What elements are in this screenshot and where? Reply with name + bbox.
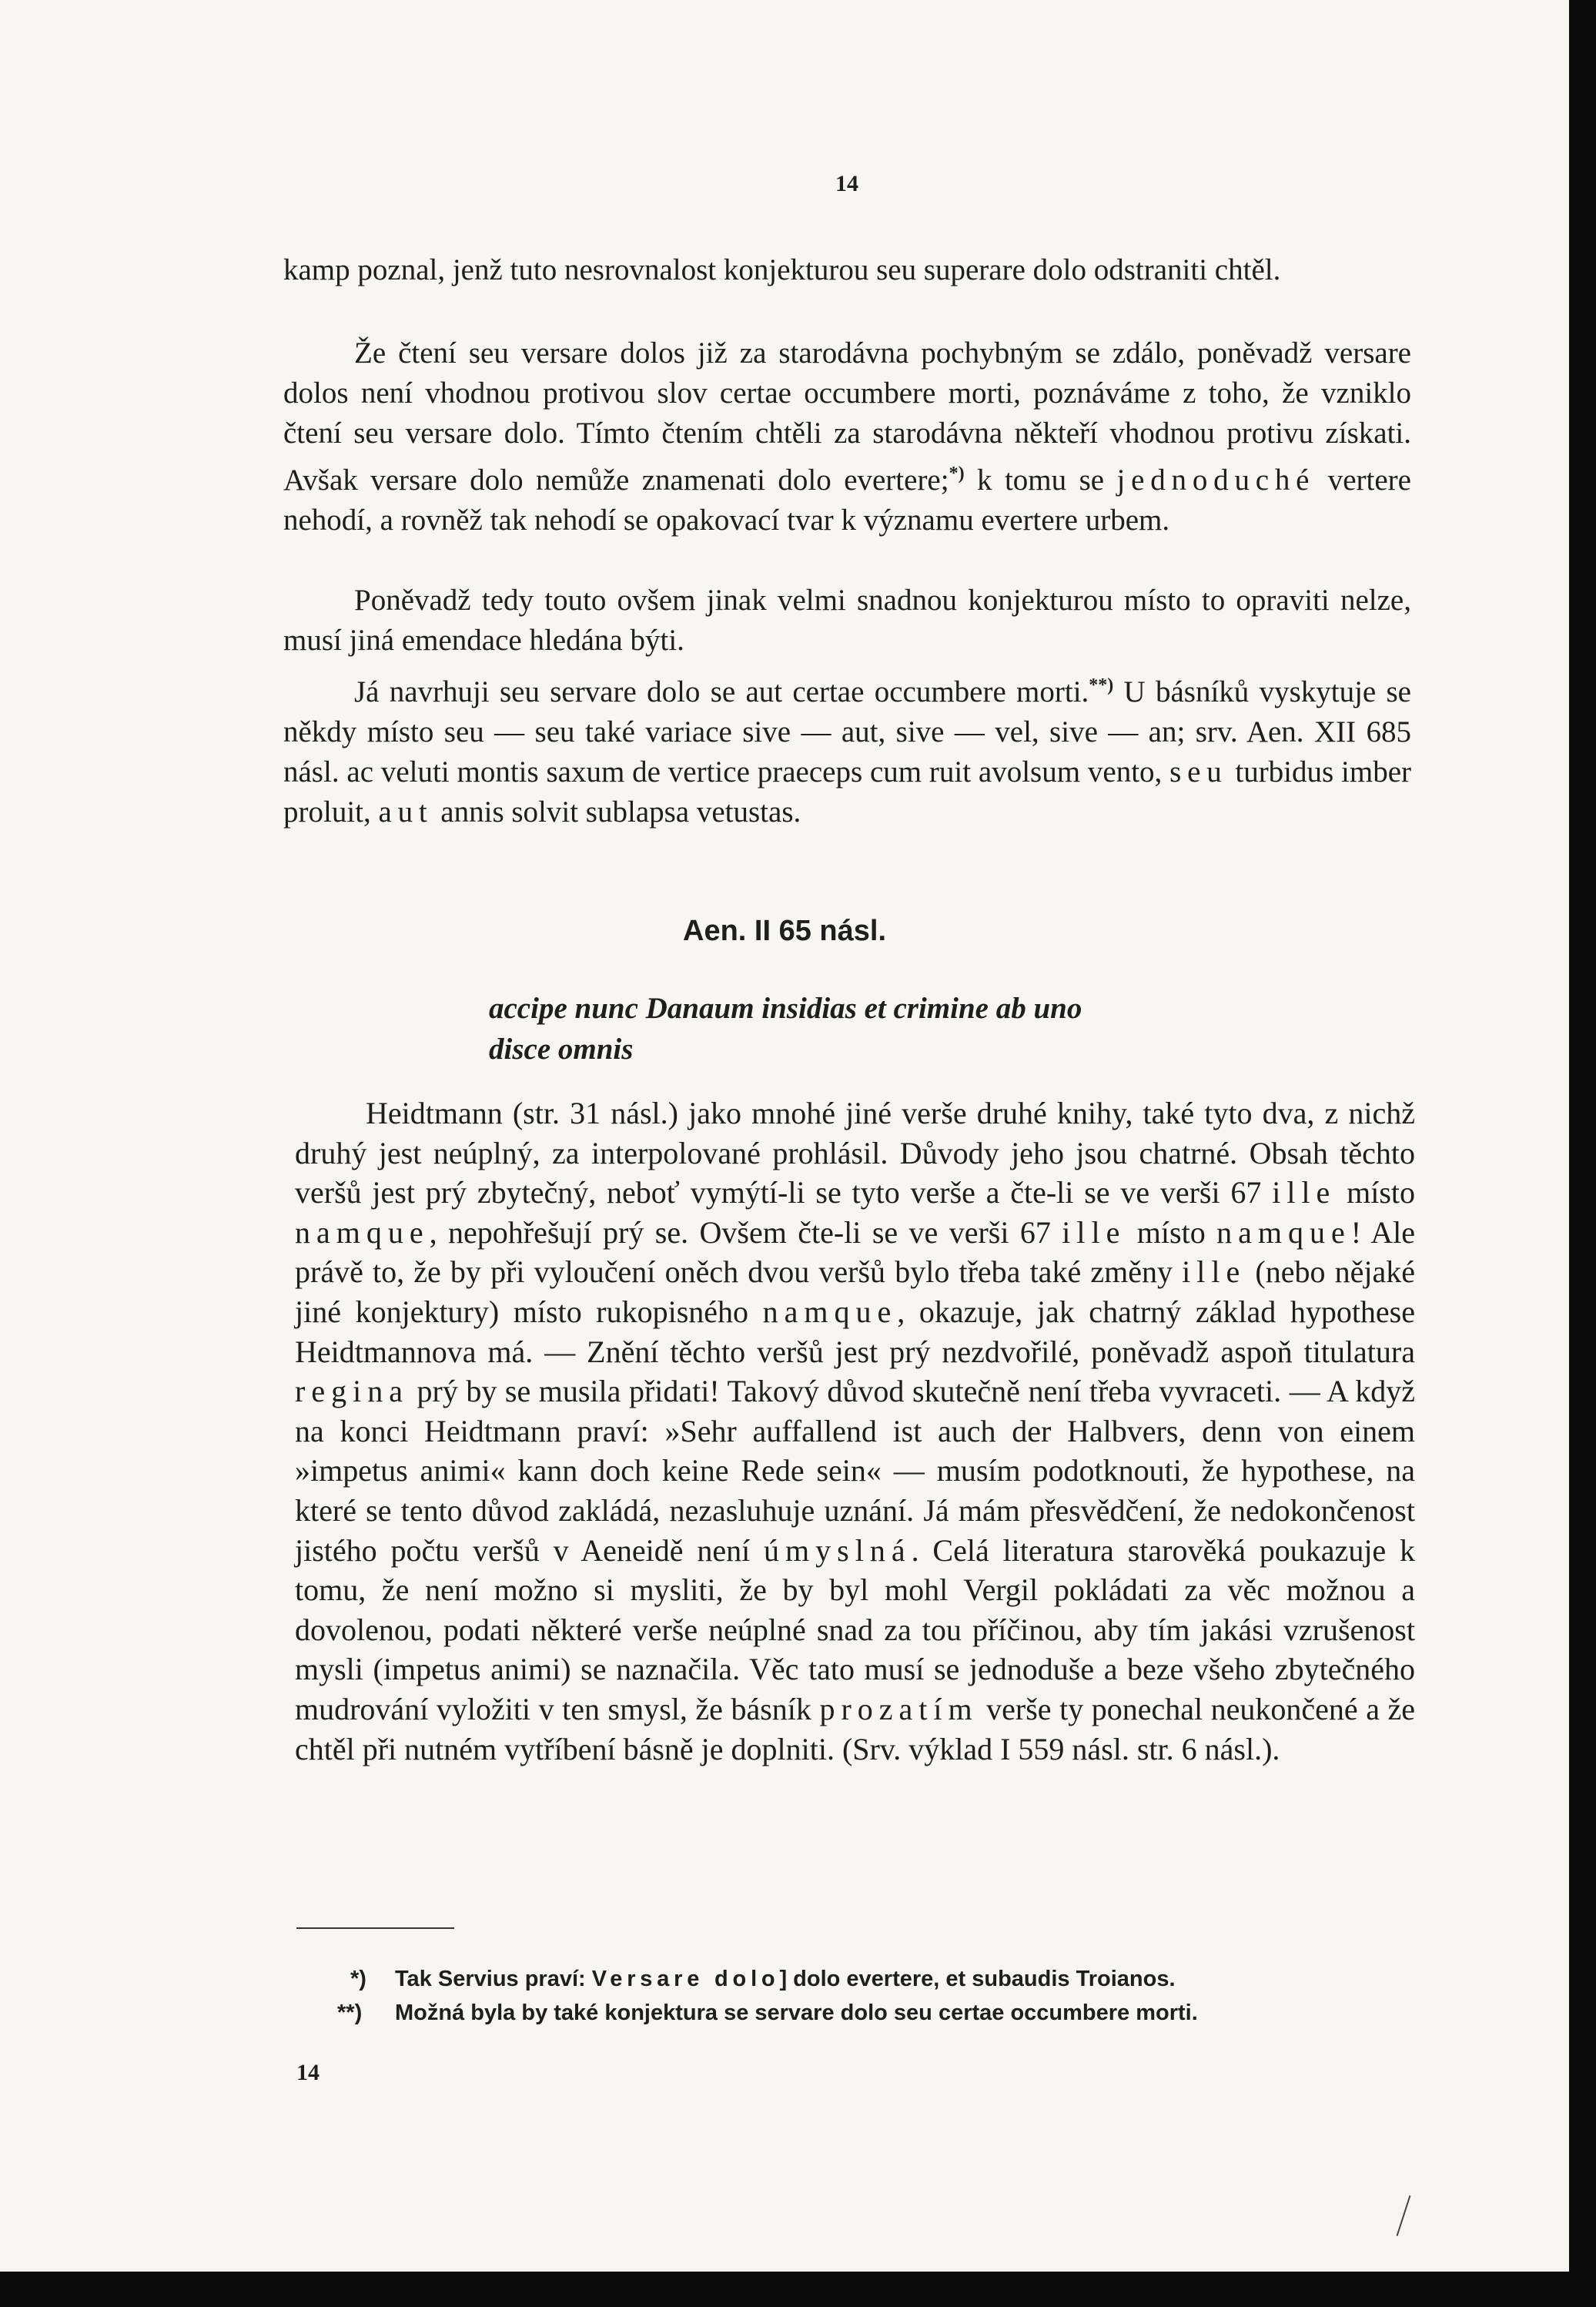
pencil-mark: [1397, 2195, 1411, 2236]
p5-spaced-umyslna: úmyslná: [764, 1532, 912, 1568]
footnote-1-spaced: Versare dolo: [591, 1967, 780, 1991]
paragraph-2-text: [283, 333, 1411, 541]
p5-text-7: , okazuje, jak chatrný základ hypothese Heidtmannova má. — Znění těchto veršů jest prý nezdvořilé, poněvadž aspoň titulatura: [295, 1294, 1416, 1369]
footnote-rule: [296, 1927, 454, 1929]
footnotes: [337, 1962, 1428, 2030]
p2-part-c: vertere nehodí, a rovněž tak nehodí se opakovací tvar k významu evertere urbem.: [283, 464, 1411, 537]
section-heading: Aen. II 65 násl.: [683, 915, 886, 947]
paragraph-4: [283, 665, 1411, 832]
paragraph-1-text: kamp poznal, jenž tuto nesrovnalost konjekturou seu superare dolo odstraniti chtěl.: [283, 253, 1281, 286]
p5-text-1: Heidtmann (str. 31 násl.) jako mnohé jiné verše druhé knihy, také tyto dva, z nichž druhý jest neúplný, za interpolované prohlásil. Důvody jeho jsou chatrné. Obsah těchto veršů jest prý zbytečný, neboť vymýtí-li se tyto verše a čte-li se ve verši 67: [295, 1096, 1415, 1210]
paragraph-5-text: [295, 1093, 1415, 1769]
p2-part-a: Že čtení seu versare dolos již za starodávna pochybným se zdálo, poněvadž versare dolos není vhodnou protivou slov certae occumbere morti, poznáváme z toho, že vzniklo čtení seu versare dolo. Tímto čtením chtěli za starodávna někteří vhodnou protivu získati. Avšak versare dolo nemůže znamenati dolo evertere;: [283, 337, 1411, 497]
p5-text-2: místo: [1336, 1175, 1415, 1210]
p5-spaced-regina: regina: [295, 1374, 409, 1409]
p5-text-4: místo: [1126, 1214, 1217, 1250]
p5-spaced-namque-2: namque: [1216, 1214, 1351, 1250]
p5-text-10: verše ty ponechal neukončené a že chtěl při nutném vytříbení básně je doplniti. (Srv. výklad I 559 násl. str. 6 násl.).: [295, 1691, 1415, 1766]
footnote-ref-1: *): [949, 464, 965, 484]
p2-spaced-word: jednoduché: [1116, 464, 1316, 497]
footnote-2-mark: **): [337, 2001, 363, 2025]
page-number-top: 14: [835, 171, 858, 196]
p5-spaced-namque-3: namque: [762, 1294, 898, 1329]
paragraph-2: [283, 333, 1411, 541]
footnote-1: [350, 1962, 1428, 1996]
p5-text-3: , nepohřešují prý se. Ovšem čte-li se ve verši 67: [429, 1214, 1062, 1250]
paragraph-3-text: Poněvadž tedy touto ovšem jinak velmi snadnou konjekturou místo to opraviti nelze, musí jiná emendace hledána býti.: [283, 584, 1411, 657]
p5-text-9: . Celá literatura starověká poukazuje k tomu, že není možno si mysliti, že by byl mohl Vergil pokládati za věc možnou a dovolenou, podati některé verše neúplné snad za tou příčinou, aby tím jakási vzrušenost mysli (impetus animi) se naznačila. Věc tato musí se jednoduše a beze všeho zbytečného mudrování vyložiti v ten smysl, že básník: [295, 1532, 1416, 1726]
paragraph-4-text: [283, 665, 1411, 832]
footnote-ref-2: **): [1089, 675, 1114, 695]
verse-line-1: accipe nunc Danaum insidias et crimine ab uno: [489, 992, 1082, 1025]
p5-spaced-ille-1: ille: [1272, 1175, 1337, 1210]
p5-spaced-ille-3: ille: [1182, 1254, 1246, 1290]
p2-part-b: k tomu se: [964, 464, 1117, 497]
paragraph-3: [283, 581, 1411, 661]
p4-part-c: turbidus imber proluit,: [283, 755, 1411, 829]
p5-text-6: (nebo nějaké jiné konjektury) místo rukopisného: [295, 1254, 1416, 1329]
paragraph-5: [295, 1093, 1415, 1769]
p4-part-d: annis solvit sublapsa vetustas.: [433, 795, 801, 829]
page-number-bottom: 14: [296, 2060, 320, 2085]
footnote-2: [337, 1996, 1428, 2030]
p4-part-b: U básníků vyskytuje se někdy místo seu — seu také variace sive — aut, sive — vel, sive — an; srv. Aen. XII 685 násl. ac veluti montis saxum de vertice praeceps cum ruit avolsum vento,: [283, 675, 1411, 789]
verse-line-2: disce omnis: [489, 1033, 634, 1066]
p5-spaced-prozatim: prozatím: [819, 1691, 979, 1726]
footnote-1-pre: Tak Servius praví:: [395, 1967, 592, 1991]
paragraph-1: [283, 250, 1411, 290]
footnote-1-mark: *): [350, 1967, 366, 1991]
p4-spaced-aut: aut: [378, 795, 433, 829]
p5-text-5: ! Ale právě to, že by při vyloučení oněch dvou veršů bylo třeba také změny: [295, 1214, 1416, 1290]
footnote-1-post: ] dolo evertere, et subaudis Troianos.: [779, 1967, 1176, 1991]
p5-spaced-namque-1: namque: [295, 1214, 430, 1250]
p5-spaced-ille-2: ille: [1062, 1214, 1126, 1250]
p5-text-8: prý by se musila přidati! Takový důvod skutečně není třeba vyvraceti. — A když na konci Heidtmann praví: »Sehr auffallend ist auch der Halbvers, denn von einem »impetus animi« kann doch keine Rede sein« — musím podotknouti, že hypothese, na které se tento důvod zakládá, nezasluhuje uznání. Já mám přesvědčení, že nedokončenost jistého počtu veršů v Aeneidě není: [295, 1374, 1415, 1568]
footnote-2-text: Možná byla by také konjektura se servare dolo seu certae occumbere morti.: [395, 2001, 1198, 2025]
p4-part-a: Já navrhuji seu servare dolo se aut certae occumbere morti.: [354, 675, 1089, 708]
p4-spaced-seu: seu: [1169, 755, 1228, 789]
verse-quote: [489, 988, 1336, 1070]
